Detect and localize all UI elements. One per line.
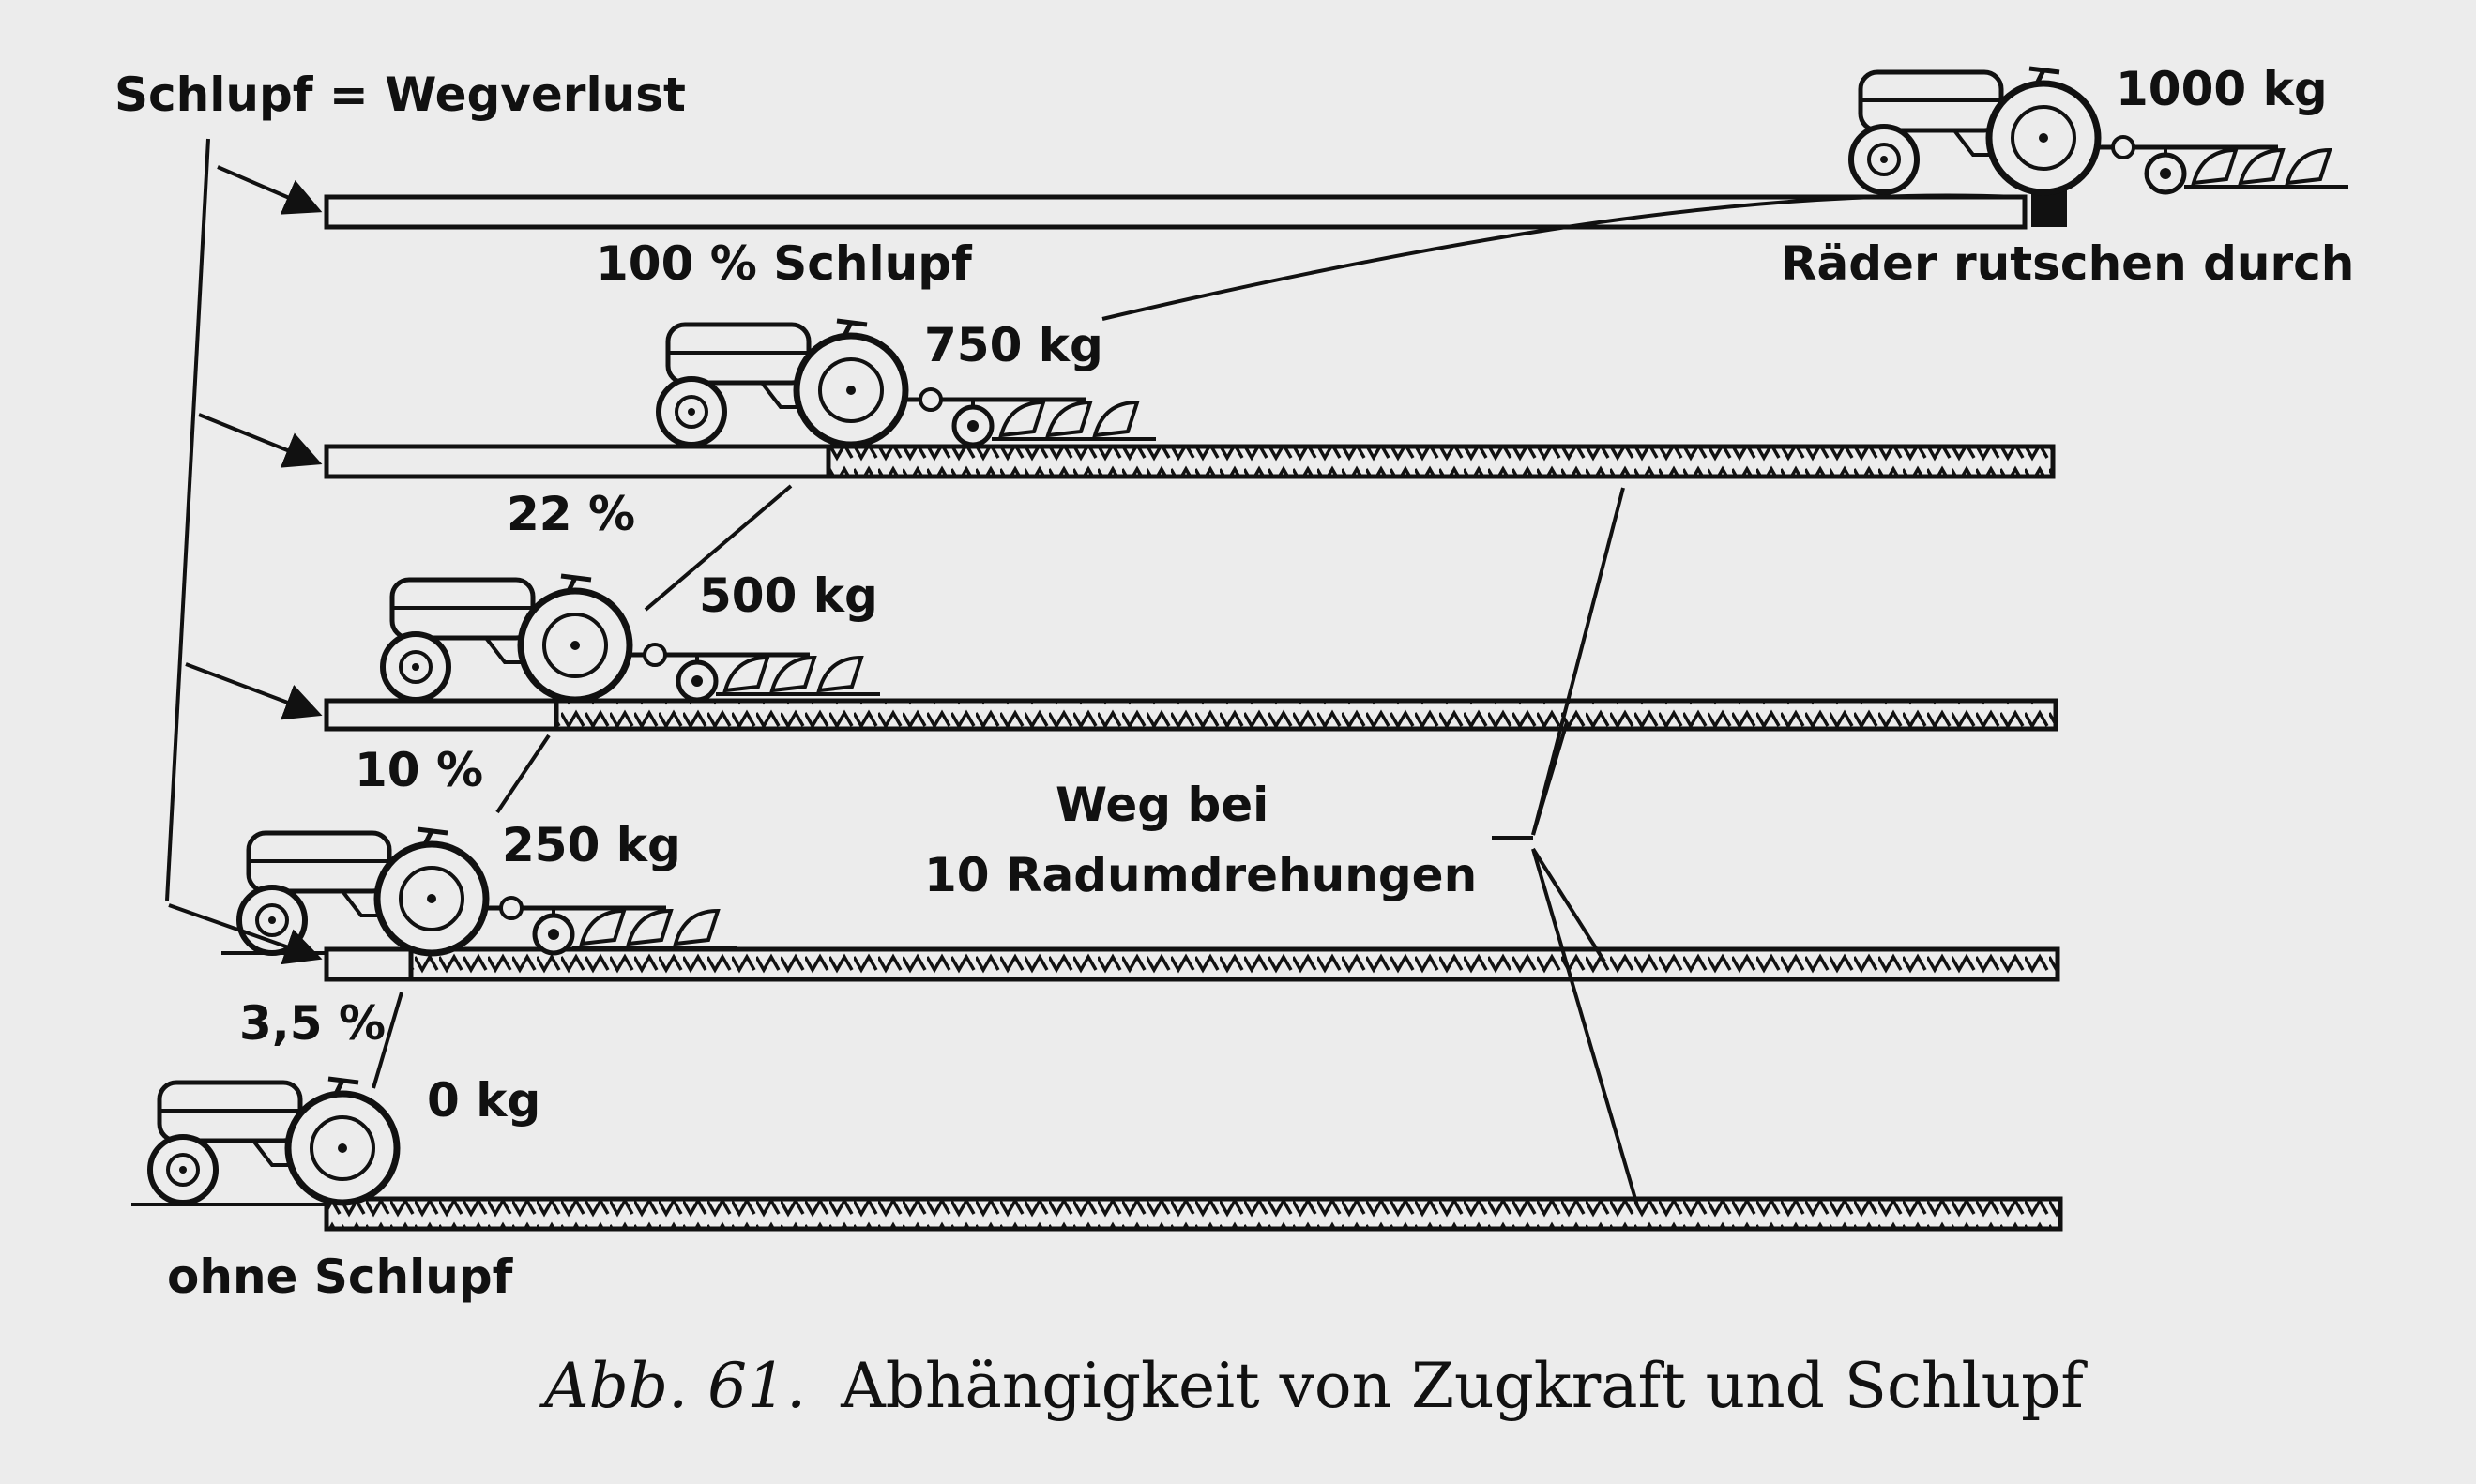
load-1000-label: 1000 kg (2116, 62, 2328, 116)
bar-row3-lost (327, 701, 556, 729)
load-750-label: 750 kg (924, 318, 1103, 372)
slip-22-label: 22 % (507, 487, 636, 541)
caption-figure-number: Abb. 61. (544, 1350, 807, 1422)
tractor-row5 (150, 1079, 397, 1203)
heading-label: Schlupf = Wegverlust (114, 68, 686, 122)
slip-100-label: 100 % Schlupf (596, 236, 972, 291)
bar-row3-travel (556, 701, 2056, 729)
path-label-line1: Weg bei (1056, 778, 1269, 832)
slip-10-label: 10 % (355, 743, 484, 797)
bar-row4-travel (411, 949, 2058, 979)
load-500-label: 500 kg (699, 568, 878, 623)
load-0-label: 0 kg (427, 1073, 541, 1128)
slip-35-label: 3,5 % (239, 996, 387, 1051)
load-250-label: 250 kg (502, 818, 681, 872)
no-slip-label: ohne Schlupf (167, 1249, 513, 1304)
caption-text: Abhängigkeit von Zugkraft und Schlupf (841, 1350, 2084, 1422)
bar-row2-travel (828, 447, 2053, 477)
bar-row5-travel (327, 1199, 2060, 1229)
figure-caption (539, 1350, 2088, 1422)
bar-row2-lost (327, 447, 828, 477)
wheels-slip-label: Räder rutschen durch (1781, 236, 2355, 291)
path-label-line2: 10 Radumdrehungen (924, 848, 1478, 902)
bar-row4-lost (327, 949, 411, 979)
path-connector (1492, 488, 1637, 1205)
